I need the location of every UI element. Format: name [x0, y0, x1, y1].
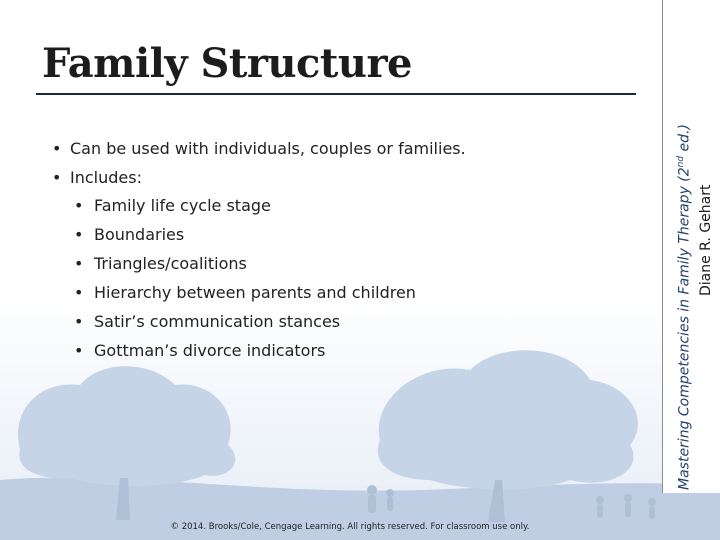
bullet-item: • Can be used with individuals, couples or families.	[52, 134, 466, 163]
edition-superscript: nd	[676, 155, 686, 168]
sub-bullet-item: • Hierarchy between parents and children	[74, 278, 416, 307]
sub-bullet-item: • Satir’s communication stances	[74, 307, 416, 336]
bullet-item: • Includes:	[52, 163, 466, 192]
sub-bullet-item: • Triangles/coalitions	[74, 249, 416, 278]
book-title-text: Mastering Competencies in Family Therapy (2	[676, 167, 693, 490]
title-underline	[36, 93, 636, 95]
right-tree-icon	[378, 350, 638, 489]
copyright-footer: © 2014. Brooks/Cole, Cengage Learning. All rights reserved. For classroom use only.	[170, 522, 530, 532]
book-title-suffix: ed.)	[676, 124, 693, 156]
slide-title: Family Structure	[42, 40, 412, 87]
sub-bullet-item: • Boundaries	[74, 220, 416, 249]
sub-bullet-item: • Gottman’s divorce indicators	[74, 336, 416, 365]
book-title-vertical	[676, 124, 693, 490]
main-bullet-list	[52, 134, 466, 192]
sub-bullet-item: • Family life cycle stage	[74, 191, 416, 220]
sub-bullet-list	[74, 191, 416, 365]
sidebar-divider	[662, 0, 663, 493]
left-tree-icon	[18, 366, 235, 486]
author-vertical: Diane R. Gehart	[698, 184, 714, 296]
